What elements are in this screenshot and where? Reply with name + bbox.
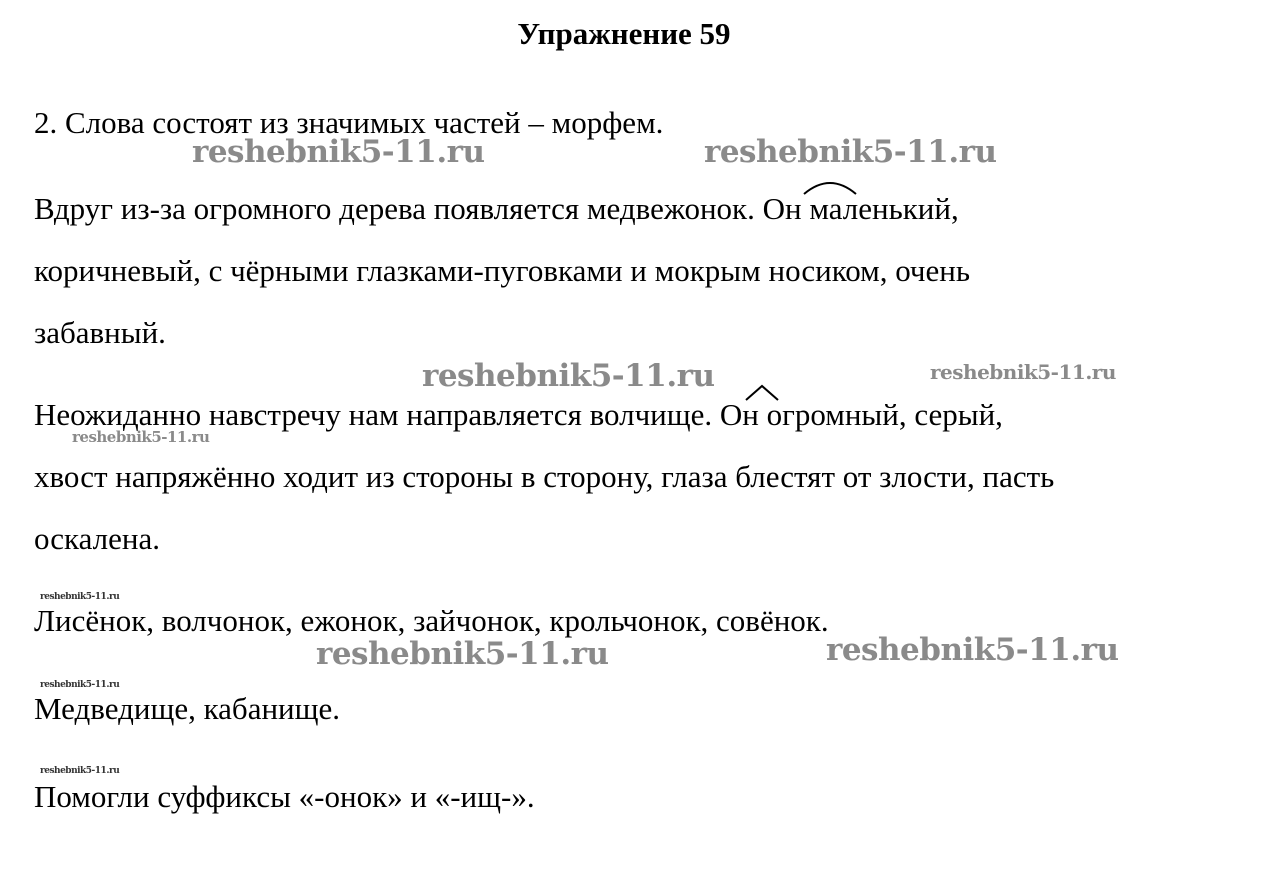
- watermark-4: reshebnik5-11.ru: [930, 360, 1116, 384]
- watermark-9: reshebnik5-11.ru: [40, 680, 120, 690]
- watermark-8: reshebnik5-11.ru: [826, 632, 1119, 668]
- paragraph-4-text: Лисёнок, волчонок, ежонок, зайчонок, крольчонок, совёнок.: [34, 603, 829, 638]
- paragraph-6: [34, 766, 1254, 828]
- watermark-6: reshebnik5-11.ru: [40, 592, 120, 602]
- paragraph-3-line-2: хвост напряжённо ходит из стороны в сторону, глаза блестят от злости, пасть: [34, 459, 1055, 494]
- paragraph-2: [34, 178, 1254, 364]
- watermark-10: reshebnik5-11.ru: [40, 766, 120, 776]
- exercise-title: Упражнение 59: [517, 16, 731, 51]
- watermark-5: reshebnik5-11.ru: [72, 428, 210, 446]
- paragraph-3-line-3: оскалена.: [34, 521, 160, 556]
- watermark-3: reshebnik5-11.ru: [422, 358, 715, 394]
- paragraph-6-text: Помогли суффиксы «-онок» и «-ищ-».: [34, 779, 535, 814]
- watermark-1: reshebnik5-11.ru: [192, 134, 485, 170]
- paragraph-3-line-1: Неожиданно навстречу нам направляется волчище. Он огромный, серый,: [34, 397, 1003, 432]
- paragraph-5: [34, 678, 1254, 740]
- paragraph-1-text: 2. Слова состоят из значимых частей – морфем.: [34, 105, 664, 140]
- paragraph-2-line-3: забавный.: [34, 315, 166, 350]
- watermark-2: reshebnik5-11.ru: [704, 134, 997, 170]
- paragraph-3: [34, 384, 1254, 570]
- paragraph-2-line-2: коричневый, с чёрными глазками-пуговками и мокрым носиком, очень: [34, 253, 970, 288]
- paragraph-2-line-1: Вдруг из-за огромного дерева появляется медвежонок. Он маленький,: [34, 191, 959, 226]
- watermark-7: reshebnik5-11.ru: [316, 636, 609, 672]
- paragraph-5-text: Медведище, кабанище.: [34, 691, 341, 726]
